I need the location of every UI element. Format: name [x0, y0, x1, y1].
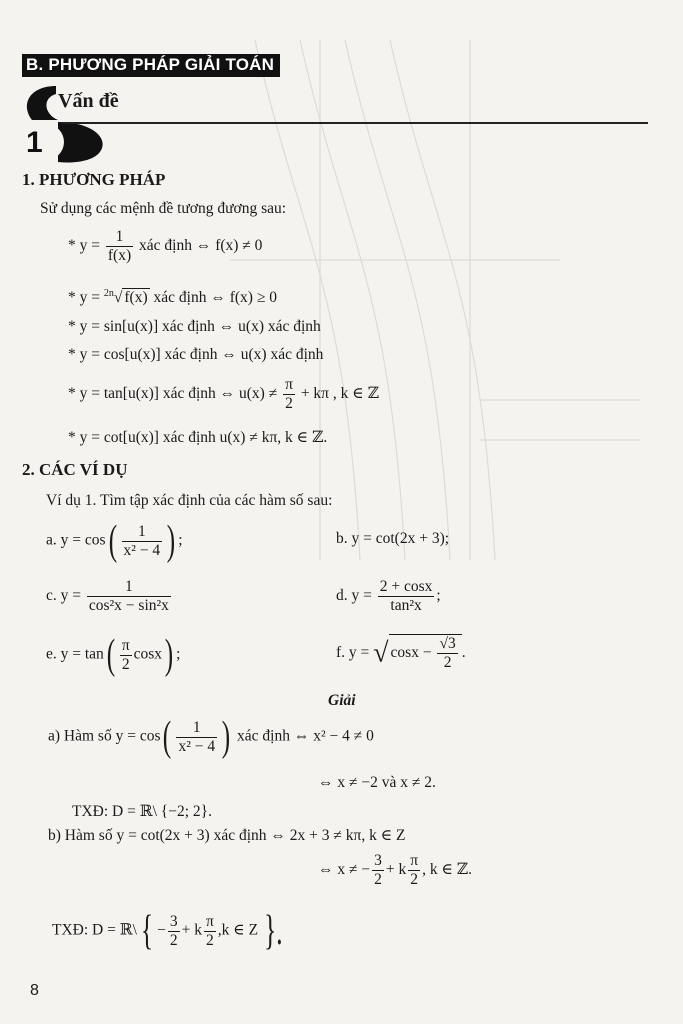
- examples-heading: 2. CÁC VÍ DỤ: [22, 460, 128, 479]
- numerator: π: [285, 376, 293, 393]
- example-b: b. y = cot(2x + 3);: [336, 530, 450, 547]
- numerator: √3: [439, 635, 456, 652]
- numerator: 1: [176, 719, 217, 738]
- issue-header: [18, 84, 648, 164]
- example-lead: a. y = cos: [46, 531, 106, 549]
- solution-lead: a) Hàm số y = cos: [48, 727, 161, 745]
- fraction: [437, 635, 457, 672]
- solution-a-domain: TXĐ: D = ℝ\ {−2; 2}.: [72, 803, 212, 820]
- denominator: 2: [206, 931, 214, 949]
- example-lead: f. y =: [336, 643, 370, 661]
- left-paren: (: [106, 632, 116, 678]
- denominator: 2: [169, 931, 178, 949]
- left-paren: (: [163, 714, 172, 760]
- rule-lead: * y =: [68, 236, 100, 254]
- example-f: [336, 634, 466, 672]
- numerator: 3: [169, 912, 178, 930]
- solution-heading: Giải: [328, 692, 356, 709]
- section-title: B. PHƯƠNG PHÁP GIẢI TOÁN: [22, 54, 280, 77]
- denominator: f(x): [107, 246, 132, 264]
- example-tail: ;: [176, 645, 181, 663]
- denominator: tan²x: [390, 596, 422, 614]
- rule-sin: * y = sin[u(x)] xác định ⇔ u(x) xác định: [68, 318, 321, 335]
- example-tail: ;: [178, 531, 183, 549]
- example-tail: .: [461, 643, 466, 661]
- fraction: [87, 578, 171, 615]
- numerator: π: [205, 912, 214, 930]
- right-brace: }.: [264, 908, 283, 954]
- denominator: 2: [121, 655, 130, 673]
- solution-mid: + k: [385, 860, 407, 878]
- rule-reciprocal: [68, 228, 262, 265]
- solution-a-line1: [48, 716, 374, 758]
- solution-lead: TXĐ: D = ℝ\: [52, 921, 137, 939]
- example-lead: c. y =: [46, 586, 81, 604]
- fraction: [378, 578, 435, 615]
- rule-lead: * y =: [68, 289, 100, 307]
- example-a: [46, 520, 183, 562]
- fraction: [372, 852, 384, 889]
- right-paren: ): [221, 714, 231, 760]
- fraction: [283, 376, 295, 413]
- numerator: 1: [122, 523, 163, 542]
- right-paren: ): [164, 632, 174, 678]
- method-heading: 1. PHƯƠNG PHÁP: [22, 170, 166, 189]
- solution-b-domain: [52, 910, 289, 952]
- numerator: 2 + cosx: [379, 578, 433, 595]
- example-lead: e. y = tan: [46, 645, 104, 663]
- radical-sign-icon: √: [373, 637, 389, 669]
- fraction: [176, 719, 217, 756]
- denominator: x² − 4: [123, 541, 161, 559]
- denominator: 2: [285, 394, 293, 412]
- inner-tail: cosx: [133, 645, 163, 663]
- rule-cos: * y = cos[u(x)] xác định ⇔ u(x) xác định: [68, 346, 324, 363]
- fraction: [204, 913, 216, 950]
- left-brace: {: [140, 908, 154, 954]
- denominator: 2: [374, 870, 382, 888]
- example-lead: d. y =: [336, 586, 372, 604]
- solution-lead: ⇔ x ≠ −: [318, 860, 371, 878]
- solution-mid: + k: [181, 921, 202, 939]
- issue-label: Vấn đề: [58, 90, 119, 112]
- solution-a-line2: ⇔ x ≠ −2 và x ≠ 2.: [318, 774, 436, 791]
- denominator: cos²x − sin²x: [88, 596, 169, 614]
- fraction: [120, 637, 132, 674]
- root-index: 2n: [103, 288, 114, 299]
- fraction: [106, 228, 133, 265]
- rule-tail: + kπ , k ∈ ℤ: [300, 384, 379, 402]
- method-intro: Sử dụng các mệnh đề tương đương sau:: [40, 200, 287, 217]
- solution-tail: , k ∈ ℤ.: [422, 860, 472, 878]
- rule-tan: [68, 376, 379, 413]
- numerator: π: [410, 852, 419, 869]
- issue-rule: [62, 122, 648, 124]
- denominator: 2: [410, 870, 419, 888]
- fraction: [168, 913, 180, 950]
- solution-tail: xác định ⇔ x² − 4 ≠ 0: [237, 727, 374, 745]
- example-e: [46, 634, 180, 676]
- numerator: π: [121, 636, 130, 654]
- fraction: [122, 523, 163, 560]
- radicand: f(x): [124, 289, 148, 307]
- rule-even-root: [68, 288, 277, 307]
- numerator: 3: [374, 852, 382, 869]
- right-paren: ): [166, 518, 176, 564]
- example-c: [46, 578, 173, 615]
- denominator: x² − 4: [178, 737, 216, 755]
- solution-b-line2: [318, 852, 472, 889]
- solution-b-line1: b) Hàm số y = cot(2x + 3) xác định ⇔ 2x + 3 ≠ kπ, k ∈ Z: [48, 827, 406, 844]
- example-prompt: Ví dụ 1. Tìm tập xác định của các hàm số sau:: [46, 492, 333, 509]
- rule-tail: xác định ⇔ f(x) ≥ 0: [153, 289, 277, 307]
- radical-sign-icon: √: [113, 289, 123, 307]
- issue-number: 1: [26, 126, 43, 159]
- example-d: [336, 578, 441, 615]
- numerator: 1: [106, 228, 133, 247]
- denominator: 2: [443, 653, 452, 671]
- radicand: [389, 634, 462, 672]
- rule-tail: xác định ⇔ f(x) ≠ 0: [139, 236, 263, 254]
- rule-lead: * y = tan[u(x)] xác định ⇔ u(x) ≠: [68, 384, 278, 402]
- example-tail: ;: [436, 586, 441, 604]
- fraction: [408, 852, 420, 889]
- left-paren: (: [108, 518, 117, 564]
- rule-cot: * y = cot[u(x)] xác định u(x) ≠ kπ, k ∈ ℤ.: [68, 429, 328, 446]
- numerator: 1: [87, 578, 171, 597]
- solution-tail: ,k ∈ Z: [217, 921, 259, 939]
- minus-sign: −: [157, 921, 166, 939]
- page-number: 8: [30, 982, 39, 999]
- radicand-lead: cosx −: [390, 643, 432, 661]
